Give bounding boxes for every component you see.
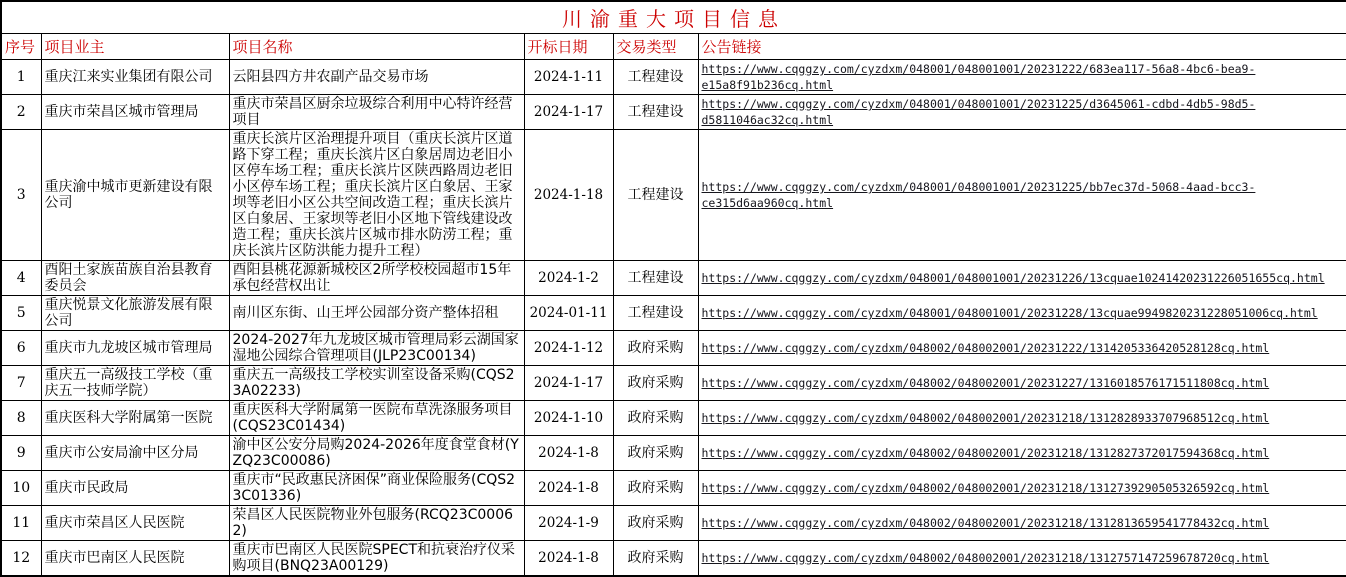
bid-date-cell: 2024-1-8 — [524, 471, 613, 506]
announcement-link[interactable]: https://www.cqggzy.com/cyzdxm/048001/048001001/20231225/bb7ec37d-5068-4aad-bcc3-ce315d6aa960cq.html — [701, 180, 1256, 210]
page-title: 川渝重大项目信息 — [1, 1, 1346, 34]
row-number-cell: 10 — [1, 471, 41, 506]
column-header-link: 公告链接 — [698, 34, 1346, 60]
trade-type-cell: 政府采购 — [613, 331, 698, 366]
row-number-cell: 8 — [1, 401, 41, 436]
trade-type-cell: 工程建设 — [613, 261, 698, 296]
project-name-cell: 重庆医科大学附属第一医院布草洗涤服务项目(CQS23C01434) — [229, 401, 524, 436]
project-name-cell: 重庆长滨片区治理提升项目（重庆长滨片区道路下穿工程；重庆长滨片区白象居周边老旧小区停车场工程；重庆长滨片区陕西路周边老旧小区停车场工程；重庆长滨片区白象居、王家坝等老旧小区公共空间改造工程；重庆长滨片区白象居、王家坝等老旧小区地下管线建设改造工程；重庆长滨片区城市排水防涝工程；重庆长滨片区防洪能力提升工程） — [229, 130, 524, 261]
announcement-link[interactable]: https://www.cqggzy.com/cyzdxm/048002/048002001/20231222/1314205336420528128cq.html — [701, 341, 1270, 355]
bid-date-cell: 2024-1-9 — [524, 506, 613, 541]
announcement-link[interactable]: https://www.cqggzy.com/cyzdxm/048001/048001001/20231225/d3645061-cdbd-4db5-98d5-d5811046ac32cq.html — [701, 97, 1256, 127]
table-row — [1, 95, 1346, 130]
row-number-cell: 1 — [1, 60, 41, 95]
table-row — [1, 506, 1346, 541]
row-number-cell: 12 — [1, 541, 41, 577]
row-number-cell: 2 — [1, 95, 41, 130]
project-name-cell: 云阳县四方井农副产品交易市场 — [229, 60, 524, 95]
bid-date-cell: 2024-1-10 — [524, 401, 613, 436]
project-name-cell: 重庆市“民政惠民济困保”商业保险服务(CQS23C01336) — [229, 471, 524, 506]
project-name-cell: 重庆市荣昌区厨余垃圾综合利用中心特许经营项目 — [229, 95, 524, 130]
column-header-owner: 项目业主 — [41, 34, 229, 60]
owner-cell: 酉阳土家族苗族自治县教育委员会 — [41, 261, 229, 296]
owner-cell: 重庆江来实业集团有限公司 — [41, 60, 229, 95]
trade-type-cell: 政府采购 — [613, 471, 698, 506]
table-row — [1, 471, 1346, 506]
announcement-link[interactable]: https://www.cqggzy.com/cyzdxm/048002/048002001/20231218/1312813659541778432cq.html — [701, 516, 1270, 530]
announcement-link[interactable]: https://www.cqggzy.com/cyzdxm/048001/048001001/20231222/683ea117-56a8-4bc6-bea9-e15a8f91b236cq.html — [701, 62, 1256, 92]
announcement-link[interactable]: https://www.cqggzy.com/cyzdxm/048002/048002001/20231227/1316018576171511808cq.html — [701, 376, 1270, 390]
project-name-cell: 重庆五一高级技工学校实训室设备采购(CQS23A02233) — [229, 366, 524, 401]
trade-type-cell: 工程建设 — [613, 296, 698, 331]
table-row — [1, 331, 1346, 366]
trade-type-cell: 工程建设 — [613, 60, 698, 95]
table-row — [1, 296, 1346, 331]
row-number-cell: 11 — [1, 506, 41, 541]
announcement-link[interactable]: https://www.cqggzy.com/cyzdxm/048001/048001001/20231226/13cquae10241420231226051655cq.html — [701, 271, 1325, 285]
title-row — [1, 1, 1346, 34]
bid-date-cell: 2024-1-2 — [524, 261, 613, 296]
table-row — [1, 436, 1346, 471]
table-row — [1, 130, 1346, 261]
bid-date-cell: 2024-1-12 — [524, 331, 613, 366]
table-row — [1, 366, 1346, 401]
bid-date-cell: 2024-1-17 — [524, 366, 613, 401]
bid-date-cell: 2024-1-8 — [524, 541, 613, 577]
trade-type-cell: 政府采购 — [613, 436, 698, 471]
announcement-link[interactable]: https://www.cqggzy.com/cyzdxm/048002/048002001/20231218/1312827372017594368cq.html — [701, 446, 1270, 460]
owner-cell: 重庆市荣昌区城市管理局 — [41, 95, 229, 130]
column-header-type: 交易类型 — [613, 34, 698, 60]
announcement-link[interactable]: https://www.cqggzy.com/cyzdxm/048001/048001001/20231228/13cquae9949820231228051006cq.html — [701, 306, 1318, 320]
header-row — [1, 34, 1346, 60]
row-number-cell: 3 — [1, 130, 41, 261]
trade-type-cell: 工程建设 — [613, 130, 698, 261]
row-number-cell: 9 — [1, 436, 41, 471]
owner-cell: 重庆市公安局渝中区分局 — [41, 436, 229, 471]
project-name-cell: 渝中区公安分局购2024-2026年度食堂食材(YZQ23C00086) — [229, 436, 524, 471]
trade-type-cell: 工程建设 — [613, 95, 698, 130]
owner-cell: 重庆渝中城市更新建设有限公司 — [41, 130, 229, 261]
column-header-no: 序号 — [1, 34, 41, 60]
project-name-cell: 南川区东街、山王坪公园部分资产整体招租 — [229, 296, 524, 331]
row-number-cell: 7 — [1, 366, 41, 401]
table-row — [1, 541, 1346, 577]
table-row — [1, 60, 1346, 95]
owner-cell: 重庆市九龙坡区城市管理局 — [41, 331, 229, 366]
announcement-link[interactable]: https://www.cqggzy.com/cyzdxm/048002/048002001/20231218/1312828933707968512cq.html — [701, 411, 1270, 425]
owner-cell: 重庆市民政局 — [41, 471, 229, 506]
owner-cell: 重庆医科大学附属第一医院 — [41, 401, 229, 436]
bid-date-cell: 2024-1-11 — [524, 60, 613, 95]
announcement-link[interactable]: https://www.cqggzy.com/cyzdxm/048002/048002001/20231218/1312757147259678720cq.html — [701, 551, 1270, 565]
owner-cell: 重庆五一高级技工学校（重庆五一技师学院） — [41, 366, 229, 401]
project-name-cell: 荣昌区人民医院物业外包服务(RCQ23C00062) — [229, 506, 524, 541]
bid-date-cell: 2024-1-17 — [524, 95, 613, 130]
owner-cell: 重庆市荣昌区人民医院 — [41, 506, 229, 541]
row-number-cell: 6 — [1, 331, 41, 366]
trade-type-cell: 政府采购 — [613, 541, 698, 577]
table-row — [1, 401, 1346, 436]
project-name-cell: 重庆市巴南区人民医院SPECT和抗衰治疗仪采购项目(BNQ23A00129) — [229, 541, 524, 577]
trade-type-cell: 政府采购 — [613, 366, 698, 401]
project-name-cell: 2024-2027年九龙坡区城市管理局彩云湖国家湿地公园综合管理项目(JLP23C00134) — [229, 331, 524, 366]
column-header-project: 项目名称 — [229, 34, 524, 60]
column-header-date: 开标日期 — [524, 34, 613, 60]
bid-date-cell: 2024-01-11 — [524, 296, 613, 331]
row-number-cell: 5 — [1, 296, 41, 331]
bid-date-cell: 2024-1-8 — [524, 436, 613, 471]
table-row — [1, 261, 1346, 296]
trade-type-cell: 政府采购 — [613, 506, 698, 541]
project-name-cell: 酉阳县桃花源新城校区2所学校校园超市15年承包经营权出让 — [229, 261, 524, 296]
owner-cell: 重庆悦景文化旅游发展有限公司 — [41, 296, 229, 331]
bid-date-cell: 2024-1-18 — [524, 130, 613, 261]
announcement-link[interactable]: https://www.cqggzy.com/cyzdxm/048002/048002001/20231218/1312739290505326592cq.html — [701, 481, 1270, 495]
row-number-cell: 4 — [1, 261, 41, 296]
trade-type-cell: 政府采购 — [613, 401, 698, 436]
owner-cell: 重庆市巴南区人民医院 — [41, 541, 229, 577]
